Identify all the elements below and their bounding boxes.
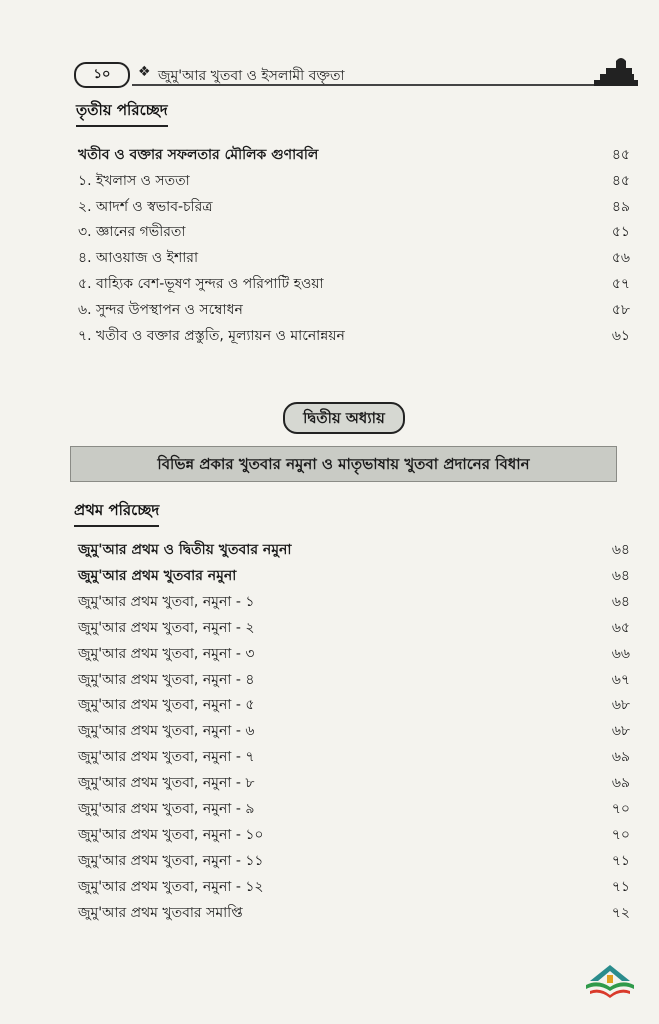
toc-entry: [70, 771, 630, 797]
toc-entry-page: ৬৬: [611, 645, 630, 662]
ornament-icon: ❖: [138, 64, 151, 80]
toc-entry: [70, 220, 630, 246]
toc-entry: [70, 298, 630, 324]
toc-entry: [70, 272, 630, 298]
toc-entry-page: ৭১: [611, 878, 630, 895]
toc-entry-title: জুমু'আর প্রথম খুতবা, নমুনা - ১২: [78, 878, 264, 895]
header-rule: [132, 84, 594, 86]
toc-entry-title: ১. ইখলাস ও সততা: [78, 172, 190, 189]
toc-entry: [70, 875, 630, 901]
toc-entry: [70, 246, 630, 272]
toc-entry: [70, 538, 630, 564]
toc-entry-page: ৫৬: [611, 250, 630, 267]
toc-entry-title: জুমু'আর প্রথম খুতবা, নমুনা - ১১: [78, 852, 264, 869]
toc-entry-title: জুমু'আর প্রথম খুতবা, নমুনা - ২: [78, 619, 255, 636]
toc-entry-title: জুমু'আর প্রথম খুতবা, নমুনা - ১: [78, 593, 255, 610]
mosque-steps-icon: [594, 58, 638, 88]
toc-entry-title: ৭. খতীব ও বক্তার প্রস্তুতি, মূল্যায়ন ও মানোন্নয়ন: [78, 327, 345, 344]
toc-entry-title: খতীব ও বক্তার সফলতার মৌলিক গুণাবলি: [78, 147, 319, 163]
toc-entry-title: জুমু'আর প্রথম খুতবার নমুনা: [78, 567, 237, 584]
toc-entry: [70, 823, 630, 849]
toc-entry-page: ৪৫: [611, 147, 630, 163]
toc-entry-title: ৪. আওয়াজ ও ইশারা: [78, 250, 199, 267]
toc-entry: [70, 169, 630, 195]
toc-entry-page: ৭২: [611, 904, 630, 921]
toc-entry-title: জুমু'আর প্রথম খুতবা, নমুনা - ৮: [78, 775, 255, 792]
toc-entry-title: জুমু'আর প্রথম খুতবা, নমুনা - ৩: [78, 645, 255, 662]
toc-entry: [70, 590, 630, 616]
chapter-title: বিভিন্ন প্রকার খুতবার নমুনা ও মাতৃভাষায় খুতবা প্রদানের বিধান: [70, 446, 617, 482]
toc-entry-title: জুমু'আর প্রথম খুতবা, নমুনা - ৪: [78, 671, 255, 688]
toc-entry-title: ২. আদর্শ ও স্বভাব-চরিত্র: [78, 198, 213, 215]
toc-entry-page: ৪৫: [611, 172, 630, 189]
section-heading-third: তৃতীয় পরিচ্ছেদ: [76, 99, 168, 127]
toc-entry-title: জুমু'আর প্রথম খুতবা, নমুনা - ৬: [78, 723, 255, 740]
toc-entry-title: ৩. জ্ঞানের গভীরতা: [78, 224, 186, 241]
toc-entry: [70, 901, 630, 927]
toc-entry: [70, 143, 630, 169]
toc-entry-title: জুমু'আর প্রথম ও দ্বিতীয় খুতবার নমুনা: [78, 542, 292, 558]
toc-entry-page: ৬১: [611, 327, 630, 344]
page-header: [74, 58, 634, 88]
toc-entry-page: ৬৫: [611, 619, 630, 636]
toc-entry-title: জুমু'আর প্রথম খুতবা, নমুনা - ৯: [78, 801, 255, 817]
toc-entry-page: ৭০: [611, 801, 630, 817]
page-number: ১০: [74, 62, 130, 88]
toc-entry: [70, 195, 630, 221]
toc-entry-page: ৬৯: [611, 775, 630, 792]
toc-entry-page: ৬৮: [611, 697, 630, 714]
toc-entry-page: ৫৭: [611, 276, 630, 292]
toc-entry-page: ৬৯: [611, 749, 630, 766]
toc-entry-page: ৪৯: [611, 198, 630, 215]
toc-entry: [70, 693, 630, 719]
toc-entry: [70, 616, 630, 642]
toc-entry-page: ৬৮: [611, 723, 630, 740]
toc-entry-page: ৬৪: [611, 542, 630, 558]
book-title: জুমু'আর খুতবা ও ইসলামী বক্তৃতা: [158, 68, 345, 84]
toc-entry: [70, 719, 630, 745]
toc-entry-title: জুমু'আর প্রথম খুতবা, নমুনা - ৫: [78, 697, 255, 714]
toc-entry: [70, 849, 630, 875]
toc-entry: [70, 745, 630, 771]
toc-entry-page: ৭১: [611, 852, 630, 869]
toc-entry: [70, 564, 630, 590]
toc-entry: [70, 797, 630, 823]
toc-entry-title: জুমু'আর প্রথম খুতবা, নমুনা - ১০: [78, 826, 264, 843]
toc-entry-title: জুমু'আর প্রথম খুতবার সমাপ্তি: [78, 904, 243, 921]
toc-entry-page: ৫৮: [611, 301, 630, 318]
section-heading-first: প্রথম পরিচ্ছেদ: [74, 499, 159, 527]
toc-entry-title: জুমু'আর প্রথম খুতবা, নমুনা - ৭: [78, 749, 255, 766]
toc-entry: [70, 642, 630, 668]
toc-entry-page: ৬৭: [611, 671, 630, 688]
toc-entry: [70, 668, 630, 694]
publisher-logo-icon: [584, 963, 636, 999]
toc-entry-page: ৬৪: [611, 567, 630, 584]
toc-entry: [70, 324, 630, 350]
toc-entry-page: ৬৪: [611, 593, 630, 610]
toc-entry-page: ৫১: [611, 224, 630, 241]
toc-entry-title: ৫. বাহ্যিক বেশ-ভূষণ সুন্দর ও পরিপাটি হওয়া: [78, 276, 324, 292]
toc-entry-page: ৭০: [611, 826, 630, 843]
chapter-label: দ্বিতীয় অধ্যায়: [283, 402, 405, 434]
toc-entry-title: ৬. সুন্দর উপস্থাপন ও সম্বোধন: [78, 301, 243, 318]
